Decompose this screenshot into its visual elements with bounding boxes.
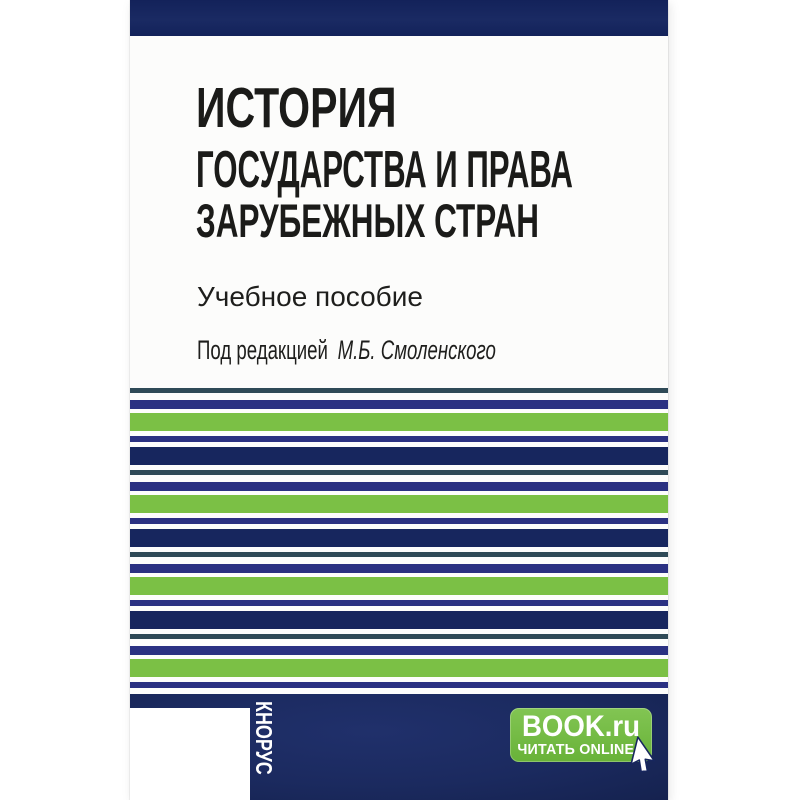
bookru-badge — [510, 708, 652, 762]
stripe-white — [130, 393, 668, 400]
stripe-navy — [130, 447, 668, 465]
editor-name: М.Б. Смоленского — [337, 335, 496, 365]
book-cover — [130, 0, 668, 800]
stripe-white — [130, 557, 668, 564]
book-subtitle: Учебное пособие — [197, 281, 423, 312]
book-title-line-3: ЗАРУБЕЖНЫХ СТРАН — [196, 194, 539, 247]
stripe-white — [130, 475, 668, 482]
book-title-line-2: ГОСУДАРСТВА И ПРАВА — [196, 141, 573, 199]
cover-top-band — [130, 0, 668, 36]
stripe-royal — [130, 400, 668, 409]
bottom-left-notch — [130, 708, 250, 800]
stripe-navy — [130, 529, 668, 547]
stripe-white — [130, 639, 668, 646]
stripe-green — [130, 659, 668, 677]
book-title-line-1: ИСТОРИЯ — [196, 76, 397, 140]
stripe-royal — [130, 564, 668, 573]
bookru-badge-title: BOOK.ru — [521, 710, 641, 743]
stripe-royal — [130, 646, 668, 655]
bookru-badge-subtitle: ЧИТАТЬ ONLINE — [517, 741, 635, 758]
stripe-pattern — [130, 388, 668, 694]
stripe-green — [130, 413, 668, 431]
editor-prefix: Под редакцией — [197, 335, 328, 365]
stripe-navy — [130, 611, 668, 629]
publisher-logo: КНОРУС — [251, 701, 277, 775]
stripe-green — [130, 577, 668, 595]
stripe-royal — [130, 482, 668, 491]
editor-line — [197, 337, 496, 364]
stripe-green — [130, 495, 668, 513]
